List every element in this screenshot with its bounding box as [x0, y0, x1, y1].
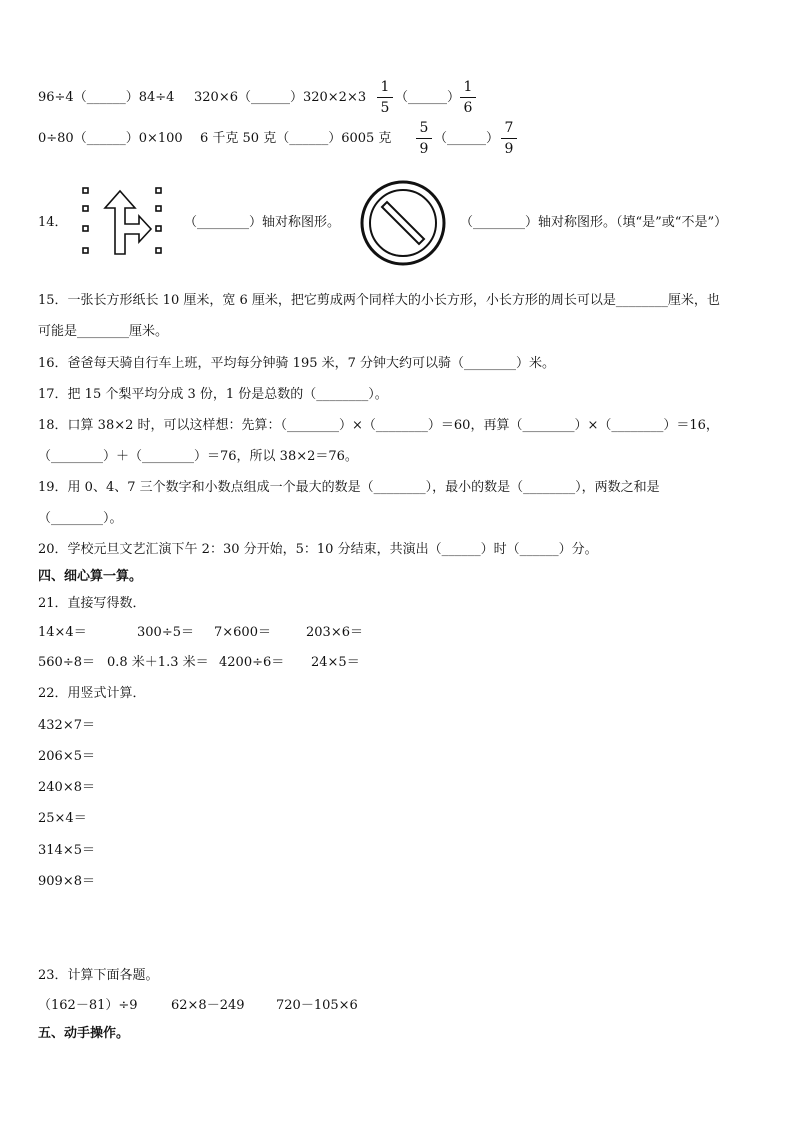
q18-line2: （________）＋（________）＝76，所以 38×2＝76。 — [38, 449, 358, 464]
q17-line: 17．把 15 个梨平均分成 3 份，1 份是总数的（________）。 — [38, 387, 388, 402]
q13-r1-expr1: 96÷4（______）84÷4 — [38, 90, 175, 105]
q13-r1-blank3: （______） — [395, 90, 461, 105]
q14-number: 14． — [38, 215, 68, 230]
prohibition-sign-icon — [358, 178, 448, 268]
q23-item2: 62×8－249 — [171, 998, 245, 1013]
q14-blank1-text: （________）轴对称图形。 — [184, 215, 341, 230]
q19-line1: 19．用 0、4、7 三个数字和小数点组成一个最大的数是（________），最小的数是（________），两数之和是 — [38, 480, 660, 495]
q20-line: 20．学校元旦文艺汇演下午 2：30 分开始，5：10 分结束，共演出（______）时（______）分。 — [38, 542, 598, 557]
fraction-1-6: 1 6 — [460, 80, 476, 115]
q18-line1: 18．口算 38×2 时，可以这样想：先算：（________）×（________）＝60，再算（________）×（________）＝16， — [38, 418, 719, 433]
q22-item2: 206×5＝ — [38, 749, 95, 764]
q19-line2: （________）。 — [38, 511, 123, 526]
q21-r1-item2: 300÷5＝ — [137, 625, 194, 640]
q13-r2-blank3: （______） — [434, 131, 500, 146]
fraction-7-9: 7 9 — [501, 121, 517, 156]
q22-item5: 314×5＝ — [38, 843, 95, 858]
q21-r1-item3: 7×600＝ — [214, 625, 271, 640]
q15-line2: 可能是________厘米。 — [38, 324, 169, 339]
q22-item1: 432×7＝ — [38, 718, 95, 733]
q22-title: 22．用竖式计算． — [38, 686, 146, 701]
q21-r2-item1: 560÷8＝ — [38, 655, 95, 670]
q21-r2-item2: 0.8 米＋1.3 米＝ — [107, 655, 209, 670]
section-five-heading: 五、动手操作。 — [38, 1026, 130, 1041]
fraction-5-9: 5 9 — [416, 121, 432, 156]
q21-r1-item1: 14×4＝ — [38, 625, 87, 640]
q21-r1-item4: 203×6＝ — [306, 625, 363, 640]
q21-title: 21．直接写得数． — [38, 596, 146, 611]
q22-item6: 909×8＝ — [38, 874, 95, 889]
q23-title: 23．计算下面各题。 — [38, 968, 159, 983]
q13-r1-expr2: 320×6（______）320×2×3 — [194, 90, 367, 105]
q22-item3: 240×8＝ — [38, 780, 95, 795]
q13-r2-expr1: 0÷80（______）0×100 — [38, 131, 183, 146]
fraction-1-5: 1 5 — [377, 80, 393, 115]
q23-item3: 720－105×6 — [276, 998, 358, 1013]
q23-item1: （162－81）÷9 — [38, 998, 138, 1013]
q22-item4: 25×4＝ — [38, 811, 87, 826]
q21-r2-item3: 4200÷6＝ — [219, 655, 285, 670]
section-four-heading: 四、细心算一算。 — [38, 569, 143, 584]
q14-blank2-text: （________）轴对称图形。（填“是”或“不是”） — [460, 215, 728, 230]
q21-r2-item4: 24×5＝ — [311, 655, 360, 670]
turn-arrow-sign-icon — [82, 186, 168, 258]
q15-line1: 15．一张长方形纸长 10 厘米，宽 6 厘米，把它剪成两个同样大的小长方形，小长方形的周长可以是________厘米，也 — [38, 293, 720, 308]
q13-r2-expr2: 6 千克 50 克（______）6005 克 — [200, 131, 392, 146]
q16-line: 16．爸爸每天骑自行车上班，平均每分钟骑 195 米，7 分钟大约可以骑（________）米。 — [38, 356, 556, 371]
